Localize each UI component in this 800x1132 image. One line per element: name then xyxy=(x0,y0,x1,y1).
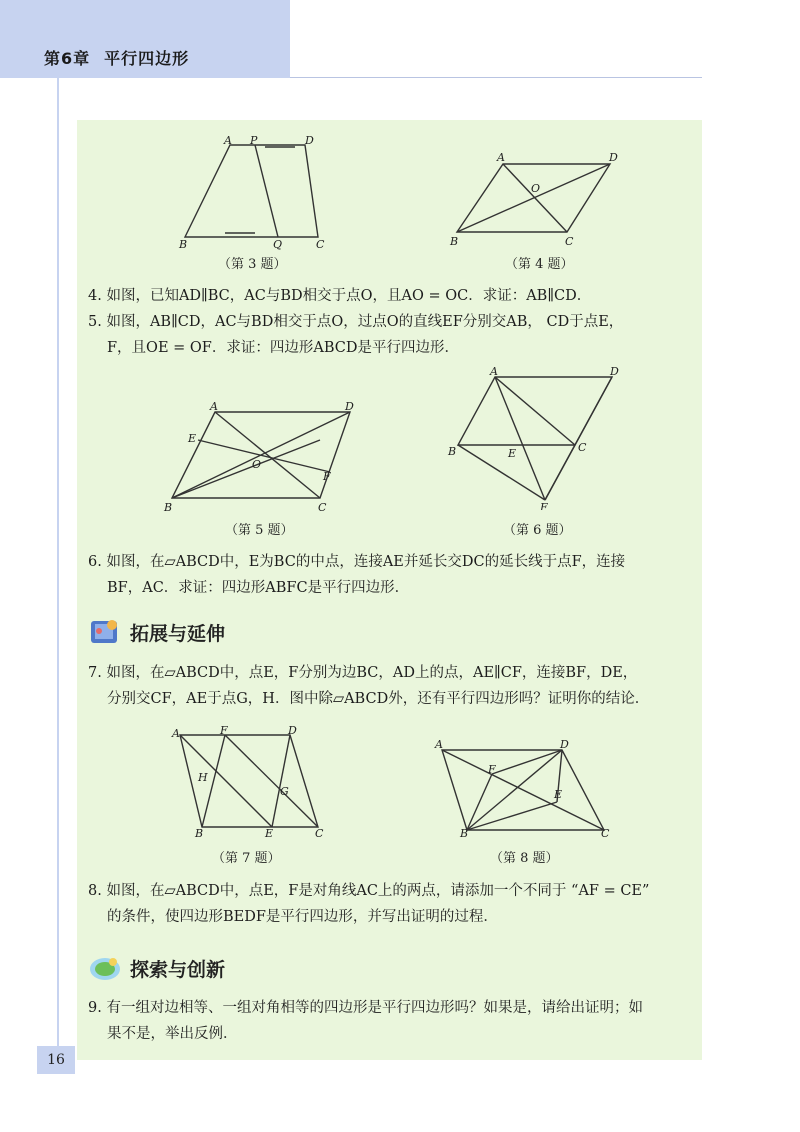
figure-q7 xyxy=(170,725,330,840)
label-F: F xyxy=(323,470,331,483)
label-B: B xyxy=(179,238,188,250)
label-B: B xyxy=(164,501,173,514)
label-D: D xyxy=(610,365,619,378)
chapter-name: 平行四边形 xyxy=(104,49,190,68)
problem-7-line1: 7. 如图，在▱ABCD中，点E，F分别为边BC，AD上的点，AE∥CF，连接BF，DE， xyxy=(88,665,638,681)
caption-q4: （第 4 题） xyxy=(505,257,574,272)
globe-icon xyxy=(88,953,122,983)
label-F: F xyxy=(488,763,496,776)
header-rule xyxy=(290,77,702,78)
chapter-number: 第6章 xyxy=(44,49,91,68)
label-F: F xyxy=(540,501,548,510)
book-icon xyxy=(88,617,122,647)
label-B: B xyxy=(460,827,469,838)
problem-8-line1: 8. 如图，在▱ABCD中，点E，F是对角线AC上的两点，请添加一个不同于 “AF = CE” xyxy=(88,883,650,899)
section-title: 探索与创新 xyxy=(130,958,226,981)
label-B: B xyxy=(450,235,459,248)
problem-9-line1: 9. 有一组对边相等、一组对角相等的四边形是平行四边形吗？如果是，请给出证明；如 xyxy=(88,1000,643,1016)
label-D: D xyxy=(305,135,314,147)
figure-q4 xyxy=(445,150,630,250)
side-rule xyxy=(57,78,59,1048)
problem-6-line2: BF，AC．求证：四边形ABFC是平行四边形． xyxy=(107,580,410,596)
label-C: C xyxy=(315,827,324,840)
caption-q8: （第 8 题） xyxy=(490,851,559,866)
page-number: 16 xyxy=(37,1046,75,1074)
label-A: A xyxy=(210,400,218,413)
label-Q: Q xyxy=(273,238,283,250)
label-O: O xyxy=(252,458,262,471)
label-C: C xyxy=(316,238,325,250)
problem-9-line2: 果不是，举出反例． xyxy=(107,1026,238,1042)
problem-5-line2: F，且OE = OF．求证：四边形ABCD是平行四边形． xyxy=(107,340,459,356)
label-A: A xyxy=(490,365,498,378)
label-C: C xyxy=(318,501,327,514)
section-extend xyxy=(88,615,225,649)
label-A: A xyxy=(497,151,505,164)
caption-q5: （第 5 题） xyxy=(225,523,294,538)
problem-5-line1: 5. 如图，AB∥CD，AC与BD相交于点O，过点O的直线EF分别交AB， CD于点E， xyxy=(88,314,624,330)
section-title: 拓展与延伸 xyxy=(130,622,226,645)
label-E: E xyxy=(554,788,563,801)
figure-q3 xyxy=(170,135,340,250)
caption-q7: （第 7 题） xyxy=(212,851,281,866)
label-B: B xyxy=(195,827,204,840)
label-H: H xyxy=(198,771,208,784)
label-A: A xyxy=(435,738,443,751)
problem-6-line1: 6. 如图，在▱ABCD中，E为BC的中点，连接AE并延长交DC的延长线于点F，连接 xyxy=(88,554,626,570)
caption-q6: （第 6 题） xyxy=(503,523,572,538)
caption-q3: （第 3 题） xyxy=(218,257,287,272)
label-D: D xyxy=(609,151,618,164)
label-E: E xyxy=(188,432,197,445)
problem-4: 4. 如图，已知AD∥BC，AC与BD相交于点O，且AO = OC．求证：AB∥CD． xyxy=(88,288,592,304)
label-O: O xyxy=(531,182,541,195)
label-F: F xyxy=(220,725,228,737)
label-A: A xyxy=(172,727,180,740)
label-C: C xyxy=(601,827,610,838)
label-E: E xyxy=(265,827,274,840)
label-B: B xyxy=(448,445,457,458)
label-E: E xyxy=(508,447,517,460)
label-D: D xyxy=(560,738,569,751)
figure-q5 xyxy=(160,400,360,515)
chapter-title xyxy=(44,46,189,69)
label-D: D xyxy=(345,400,354,413)
label-C: C xyxy=(565,235,574,248)
figure-q8 xyxy=(432,738,617,838)
label-A: A xyxy=(224,135,232,147)
label-D: D xyxy=(288,725,297,737)
problem-8-line2: 的条件，使四边形BEDF是平行四边形，并写出证明的过程． xyxy=(107,909,498,925)
problem-7-line2: 分别交CF，AE于点G，H．图中除▱ABCD外，还有平行四边形吗？证明你的结论． xyxy=(107,691,650,707)
label-C: C xyxy=(578,441,587,454)
label-P: P xyxy=(250,135,258,147)
section-explore xyxy=(88,951,225,985)
figure-q6 xyxy=(440,365,630,510)
label-G: G xyxy=(280,785,289,798)
